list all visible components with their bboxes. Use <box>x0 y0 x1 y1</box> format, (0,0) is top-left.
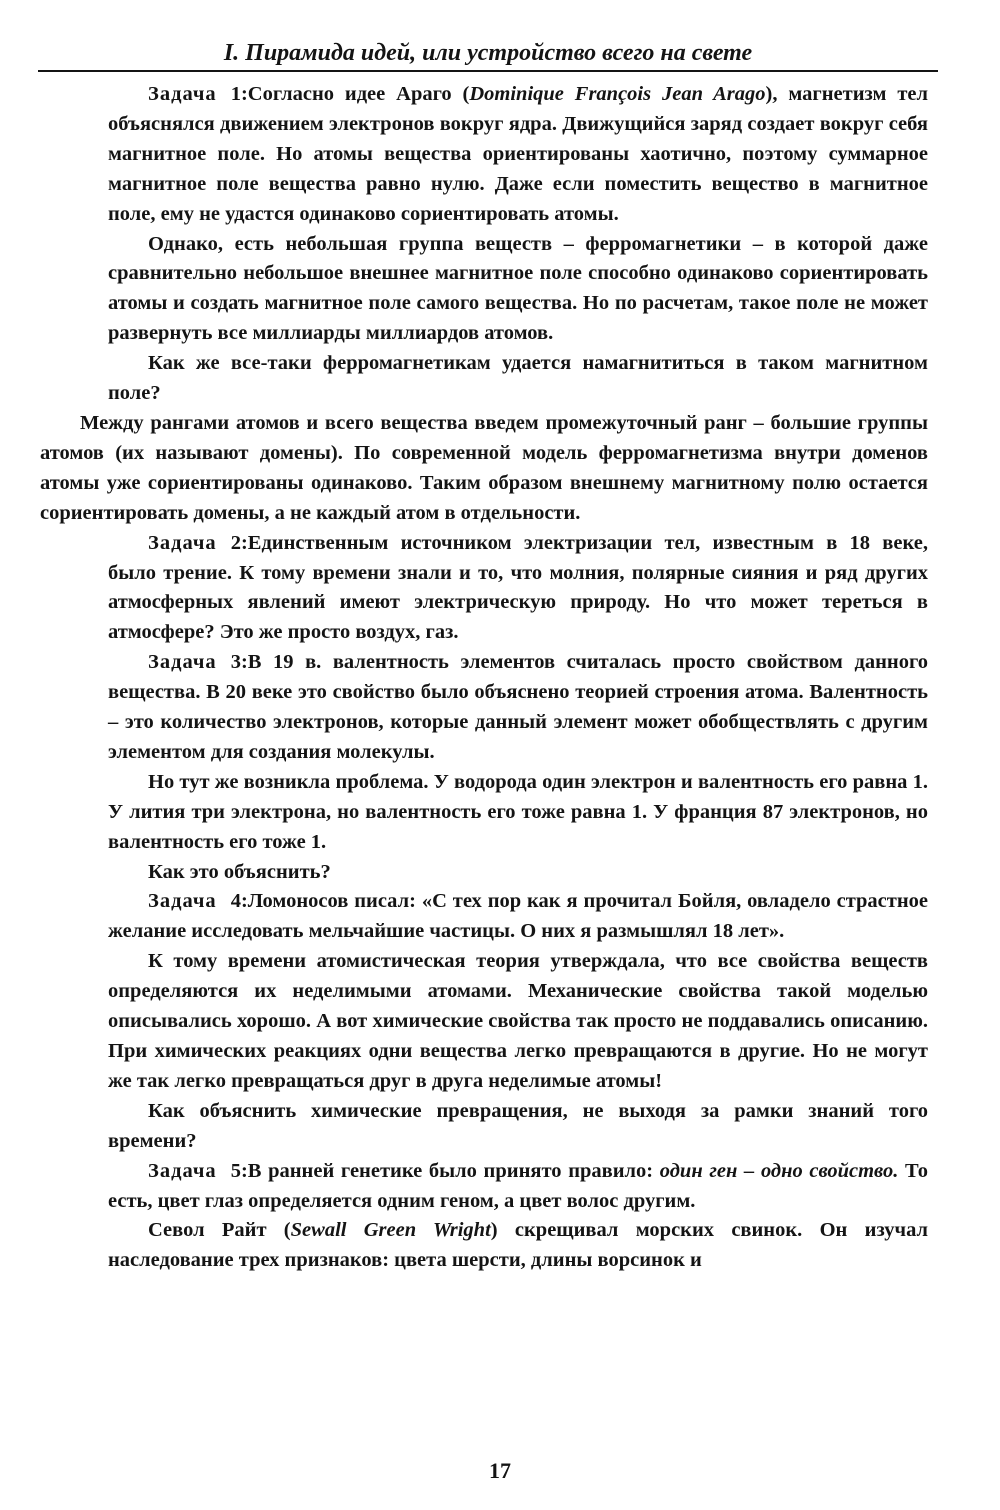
task-2-text: Единственным источником электризации тел, известным в 18 веке, было трение. К тому времени знали и то, что молния, полярные сияния и ряд других атмосферных явлений имеют электрическую природу. Но что может тереться в атмосфере? Это же просто воздух, газ. <box>108 531 928 644</box>
gene-rule: один ген – одно свойство. <box>659 1159 899 1182</box>
task-4-paragraph-2: К тому времени атомистическая теория утверждала, что все свойства веществ определяются их неделимыми атомами. Механические свойства такой моделью описывались хорошо. А вот химические свойства так просто не поддавались описанию. При химических реакциях одни вещества легко превращаются в другие. Но не могут же так легко превращаться друг в друга неделимые атомы! <box>108 950 928 1092</box>
task-3-text: В 19 в. валентность элементов считалась просто свойством данного вещества. В 20 веке это свойство было объяснено теорией строения атома. Валентность – это количество электронов, которые данный элемент может обобществлять с другим элементом для создания молекулы. <box>108 651 928 763</box>
task-label: Задача <box>148 890 217 913</box>
task-1-answer-block <box>40 409 928 529</box>
task-1-paragraph-2: Однако, есть небольшая группа веществ – ферромагнетики – в которой даже сравнительно небольшое внешнее магнитное поле способно одинаково сориентировать атомы и создать магнитное поле самого вещества. Но по расчетам, такое поле не может развернуть все миллиарды миллиардов атомов. <box>108 232 928 345</box>
task-label: Задача <box>148 531 217 554</box>
task-4-paragraph-3: Как объяснить химические превращения, не выходя за рамки знаний того времени? <box>108 1099 928 1152</box>
task-1-text-start: Согласно идее Араго ( <box>247 83 470 105</box>
task-3-paragraph-1 <box>108 648 928 768</box>
task-4-text: Ломоносов писал: «С тех пор как я прочитал Бойля, овладело страстное желание исследовать мельчайшие частицы. О них я размышлял 18 лет». <box>108 890 928 943</box>
task-5-paragraph-2 <box>108 1216 928 1276</box>
task-5-block <box>40 1157 928 1277</box>
task-4-paragraph-1 <box>108 887 928 947</box>
task-2-block <box>40 529 928 649</box>
task-1-answer: Между рангами атомов и всего вещества введем промежуточный ранг – большие группы атомов (их называют домены). По современной модель ферромагнетизма внутри доменов атомы уже сориентированы одинаково. Таким образом внешнему магнитному полю остается сориентировать домены, а не каждый атом в отдельности. <box>40 411 928 524</box>
task-5-text-end: То есть, цвет глаз определяется одним геном, а цвет волос другим. <box>108 1159 928 1212</box>
task-number: 1: <box>230 83 248 105</box>
task-2-paragraph <box>108 529 928 649</box>
wright-text-start: Севол Райт ( <box>148 1219 291 1242</box>
arago-name: Dominique François Jean Arago <box>469 83 766 105</box>
task-label: Задача <box>148 651 217 674</box>
task-number: 5: <box>230 1159 248 1182</box>
wright-name: Sewall Green Wright <box>290 1219 491 1242</box>
task-5-text-start: В ранней генетике было принято правило: <box>247 1159 660 1182</box>
running-header: I. Пирамида идей, или устройство всего на свете <box>38 38 938 72</box>
wright-text-end: ) скрещивал морских свинок. Он изучал наследование трех признаков: цвета шерсти, длины ворсинок и <box>108 1219 929 1272</box>
task-3-paragraph-3: Как это объяснить? <box>148 860 331 883</box>
page-body <box>40 80 928 1276</box>
task-1-text-end: ), магнетизм тел объяснялся движением электронов вокруг ядра. Движущийся заряд создает вокруг себя магнитное поле. Но атомы вещества ориентированы хаотично, поэтому суммарное магнитное поле вещества равно нулю. Даже если поместить вещество в магнитное поле, ему не удастся одинаково сориентировать атомы. <box>108 83 928 225</box>
task-1-paragraph-1 <box>108 80 928 230</box>
page-number: 17 <box>489 1458 511 1483</box>
task-label: Задача <box>148 83 217 105</box>
task-1-block <box>40 80 928 409</box>
task-5-paragraph-1 <box>108 1157 928 1217</box>
task-1-paragraph-3: Как же все-таки ферромагнетикам удается намагнититься в таком магнитном поле? <box>108 352 928 405</box>
task-4-block <box>40 887 928 1156</box>
task-number: 2: <box>230 531 248 554</box>
task-3-block <box>40 648 928 887</box>
task-number: 4: <box>230 890 248 913</box>
task-number: 3: <box>230 651 248 674</box>
task-3-paragraph-2: Но тут же возникла проблема. У водорода один электрон и валентность его равна 1. У лития три электрона, но валентность его тоже равна 1. У франция 87 электронов, но валентность его тоже 1. <box>108 770 928 853</box>
task-label: Задача <box>148 1159 217 1182</box>
